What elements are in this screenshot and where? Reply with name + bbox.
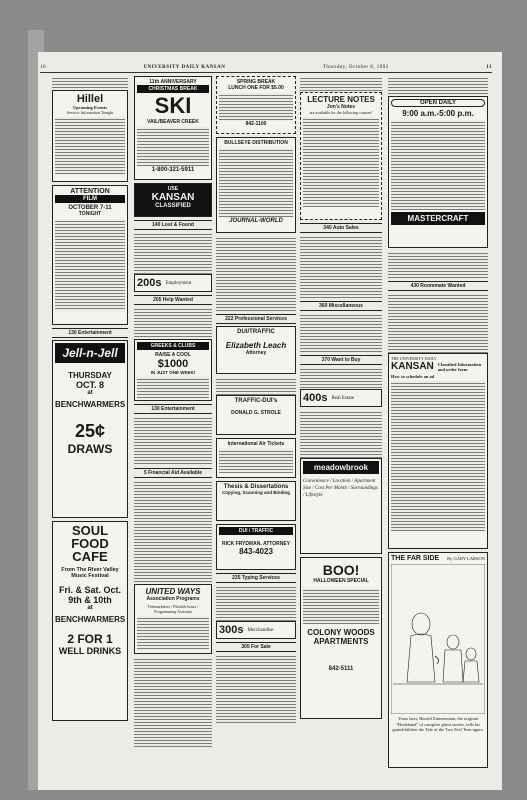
section-help-wanted: 205 Help Wanted	[134, 295, 212, 305]
united-ways-details	[137, 616, 209, 650]
classified-line1: USE	[167, 186, 179, 192]
hillel-title: Hillel	[76, 93, 104, 105]
real-estate-listings	[300, 410, 382, 458]
farside-drawing	[391, 564, 485, 714]
traffic-title: TRAFFIC-DUI's	[234, 398, 278, 404]
meadowbrook-title: meadowbrook	[303, 461, 379, 474]
dui2-phone: 843-4023	[239, 547, 273, 556]
hillel-details	[55, 117, 125, 175]
farside-caption: Years later, Harold Zimmerman, the original "Hookhand" of campfire ghost stories, tells his grandchildren the Tale of the Two Evil Teen-agers.	[392, 716, 484, 732]
lecture-body: are available for the following courses!	[309, 110, 373, 115]
united-ways-sub: Association Programs	[146, 596, 200, 602]
hillel-sub: Upcoming Events	[73, 105, 107, 110]
jell-at: at	[87, 390, 93, 396]
classified-line3: CLASSIFIED	[155, 203, 191, 209]
boo-phone: 842-5111	[328, 666, 354, 672]
roommate-listings	[388, 293, 488, 353]
soulfood-venue: BENCHWARMERS	[55, 615, 126, 624]
for-sale-listings	[216, 654, 296, 724]
attention-title: ATTENTION	[70, 188, 110, 195]
dui-leach-ad	[216, 326, 296, 374]
merch-label: Merchandise	[247, 627, 274, 633]
header-center: UNIVERSITY DAILY KANSAN	[143, 64, 226, 70]
col3-listings-2	[216, 377, 296, 395]
film-tonight: TONIGHT	[78, 211, 102, 217]
meadowbrook-ad	[300, 458, 382, 554]
boo-sub: HALLOWEEN SPECIAL	[313, 578, 369, 584]
thesis-ad	[216, 481, 296, 521]
header-left: 10	[40, 64, 46, 70]
ski-anniv: 11th ANNIVERSARY	[149, 79, 197, 85]
jell-title: Jell-n-Jell	[55, 343, 125, 363]
col4-intro	[300, 76, 382, 92]
bullseye-ad	[216, 137, 296, 233]
column-3	[216, 76, 296, 724]
kansan-how: How to schedule an ad	[391, 374, 435, 379]
greeks-body: IN JUST ONE WEEK!	[150, 370, 196, 375]
mastercraft-details	[391, 120, 485, 210]
section-misc: 360 Miscellaneous	[300, 301, 382, 311]
jell-n-jell-ad	[52, 340, 128, 518]
jell-date: OCT. 8	[75, 380, 104, 390]
col3-listings	[216, 236, 296, 312]
employment-price: 200s	[137, 277, 162, 289]
jell-venue: BENCHWARMERS	[55, 400, 126, 409]
column-2	[134, 76, 212, 747]
section-want-to-buy: 370 Want to Buy	[300, 355, 382, 365]
column-1	[52, 76, 128, 724]
ski-places: VAIL/BEAVER CREEK	[147, 119, 199, 125]
realestate-price: 400s	[303, 392, 328, 404]
farside-by: By GARY LARSON	[447, 556, 485, 561]
soulfood-dates: Fri. & Sat. Oct. 9th & 10th	[58, 585, 121, 605]
ski-details	[137, 127, 209, 167]
buy-listings	[300, 367, 382, 389]
film-dates: OCTOBER 7-11	[68, 205, 112, 211]
kansan-name: KANSAN	[391, 361, 434, 372]
open-hours: 9:00 a.m.-5:00 p.m.	[402, 109, 474, 118]
lecture-title: LECTURE NOTES	[307, 95, 375, 104]
traffic-strole-ad	[216, 395, 296, 435]
auto-listings	[300, 235, 382, 299]
dui-frydman-ad	[216, 524, 296, 570]
header-right: Thursday, October 8, 1992	[322, 64, 389, 70]
col5-intro	[388, 76, 488, 96]
page-number: 11	[486, 64, 492, 70]
financial-aid-listings	[134, 480, 212, 584]
section-entertainment: 130 Entertainment	[52, 328, 128, 338]
spring-break-phone: 842-1100	[245, 121, 267, 127]
dui2-title: DUI / TRAFFIC	[219, 527, 293, 535]
ski-name: SKI	[154, 93, 192, 118]
lecture-details	[303, 117, 379, 207]
intl-air-ad	[216, 438, 296, 478]
hillel-body: Service: Information Tonight	[66, 110, 114, 115]
mastercraft-name: MASTERCRAFT	[391, 212, 485, 225]
traffic-name: DONALD G. STROLE	[231, 410, 281, 416]
greeks-clubs-ad	[134, 339, 212, 401]
greeks-amount: $1000	[157, 358, 189, 370]
section-auto-sales: 340 Auto Sales	[300, 223, 382, 233]
boo-name2: APARTMENTS	[313, 637, 369, 646]
mastercraft-ad	[388, 96, 488, 248]
far-side-comic	[388, 552, 488, 768]
misc-listings	[300, 313, 382, 353]
colony-woods-ad	[300, 557, 382, 719]
intl-title: International Air Tickets	[227, 441, 285, 447]
section-entertainment-2: 130 Entertainment	[134, 404, 212, 414]
meadowbrook-features: Convenience / Location / Apartment Size / Cost Per Month / Surroundings / Lifestyle	[303, 479, 378, 498]
lost-found-listings	[134, 232, 212, 274]
jell-day: THURSDAY	[68, 371, 112, 380]
greeks-details	[137, 377, 209, 399]
film-details	[55, 219, 125, 311]
ski-sub: CHRISTMAS BREAK	[137, 85, 209, 93]
employment-banner	[134, 274, 212, 292]
ski-ad	[134, 76, 212, 180]
merch-price: 300s	[219, 624, 244, 636]
section-lost-found: 140 Lost & Found	[134, 220, 212, 230]
thesis-body: Copying, Scanning and Binding	[222, 490, 290, 495]
soulfood-from: From The River Valley Music Festival	[61, 567, 119, 579]
soul-food-cafe-ad	[52, 521, 128, 721]
greeks-raise: RAISE A COOL	[155, 352, 191, 358]
dui-role: Attorney	[245, 350, 267, 356]
column-4	[300, 76, 382, 722]
jell-drinks: DRAWS	[67, 442, 113, 456]
united-ways-items: Telemarketers / Flexible hours / Programming Assistant	[147, 604, 199, 614]
soulfood-deal: 2 FOR 1	[67, 632, 113, 646]
use-kansan-classified-ad	[134, 183, 212, 217]
section-for-sale: 305 For Sale	[216, 642, 296, 652]
real-estate-banner	[300, 389, 382, 407]
hillel-ad	[52, 90, 128, 182]
united-ways-ad	[134, 584, 212, 654]
film-label: FILM	[55, 195, 125, 203]
spring-break-body: LUNCH ONE FOR $5.00	[228, 85, 284, 91]
spring-break-details	[219, 93, 293, 121]
soulfood-title: SOUL FOOD CAFE	[71, 523, 109, 564]
section-professional: 222 Professional Services	[216, 314, 296, 324]
header-rule	[40, 72, 492, 73]
kansan-banner: THE UNIVERSITY DAILY	[391, 356, 437, 361]
kansan-order-form	[388, 353, 488, 549]
spring-break-title: SPRING BREAK	[236, 79, 276, 85]
ski-phone: 1-800-321-5911	[151, 167, 195, 173]
page-header	[40, 62, 492, 72]
help-wanted-listings	[134, 307, 212, 339]
section-roommate: 430 Roommate Wanted	[388, 281, 488, 291]
open-daily: OPEN DAILY	[391, 99, 485, 107]
soulfood-drinks: WELL DRINKS	[58, 646, 122, 656]
boo-title: BOO!	[322, 562, 360, 578]
lecture-notes-ad	[300, 92, 382, 220]
soulfood-at: at	[87, 605, 93, 611]
employment-label: Employment	[165, 280, 192, 286]
more-listings	[134, 657, 212, 747]
lecture-sub: Jon's Notes	[326, 104, 356, 110]
journal-world: JOURNAL-WORLD	[229, 218, 283, 224]
intl-details	[219, 449, 293, 473]
thesis-title: Thesis & Dissertations	[223, 484, 289, 490]
greeks-title: GREEKS & CLUBS	[137, 342, 209, 350]
dui-title: DUI/TRAFFIC	[237, 329, 275, 335]
section-financial-aid: 5 Financial Aid Available	[134, 468, 212, 478]
column-5	[388, 76, 488, 771]
jell-price: 25¢	[74, 421, 106, 441]
boo-name: COLONY WOODS	[307, 628, 375, 637]
merchandise-banner	[216, 621, 296, 639]
dui-name: Elizabeth Leach	[225, 341, 287, 350]
section-typing: 235 Typing Services	[216, 573, 296, 583]
bullseye-title: BULLSEYE DISTRIBUTION	[224, 140, 288, 146]
col5-listings	[388, 251, 488, 279]
farside-title: THE FAR SIDE	[391, 555, 440, 562]
entertainment-listings	[134, 416, 212, 466]
bullseye-details	[219, 148, 293, 218]
united-ways-title: UNITED WAYS	[145, 587, 201, 596]
intro-text	[52, 76, 128, 90]
kansan-order: Classified Information and order form	[437, 361, 482, 372]
spring-break-ad	[216, 76, 296, 134]
dui2-name: RICK FRYDMAN, ATTORNEY	[221, 541, 291, 547]
realestate-label: Real Estate	[331, 395, 355, 401]
boo-details	[303, 588, 379, 624]
classified-line2: KANSAN	[151, 192, 195, 203]
attention-film-ad	[52, 185, 128, 325]
order-form-body	[391, 381, 485, 531]
typing-listings	[216, 585, 296, 621]
